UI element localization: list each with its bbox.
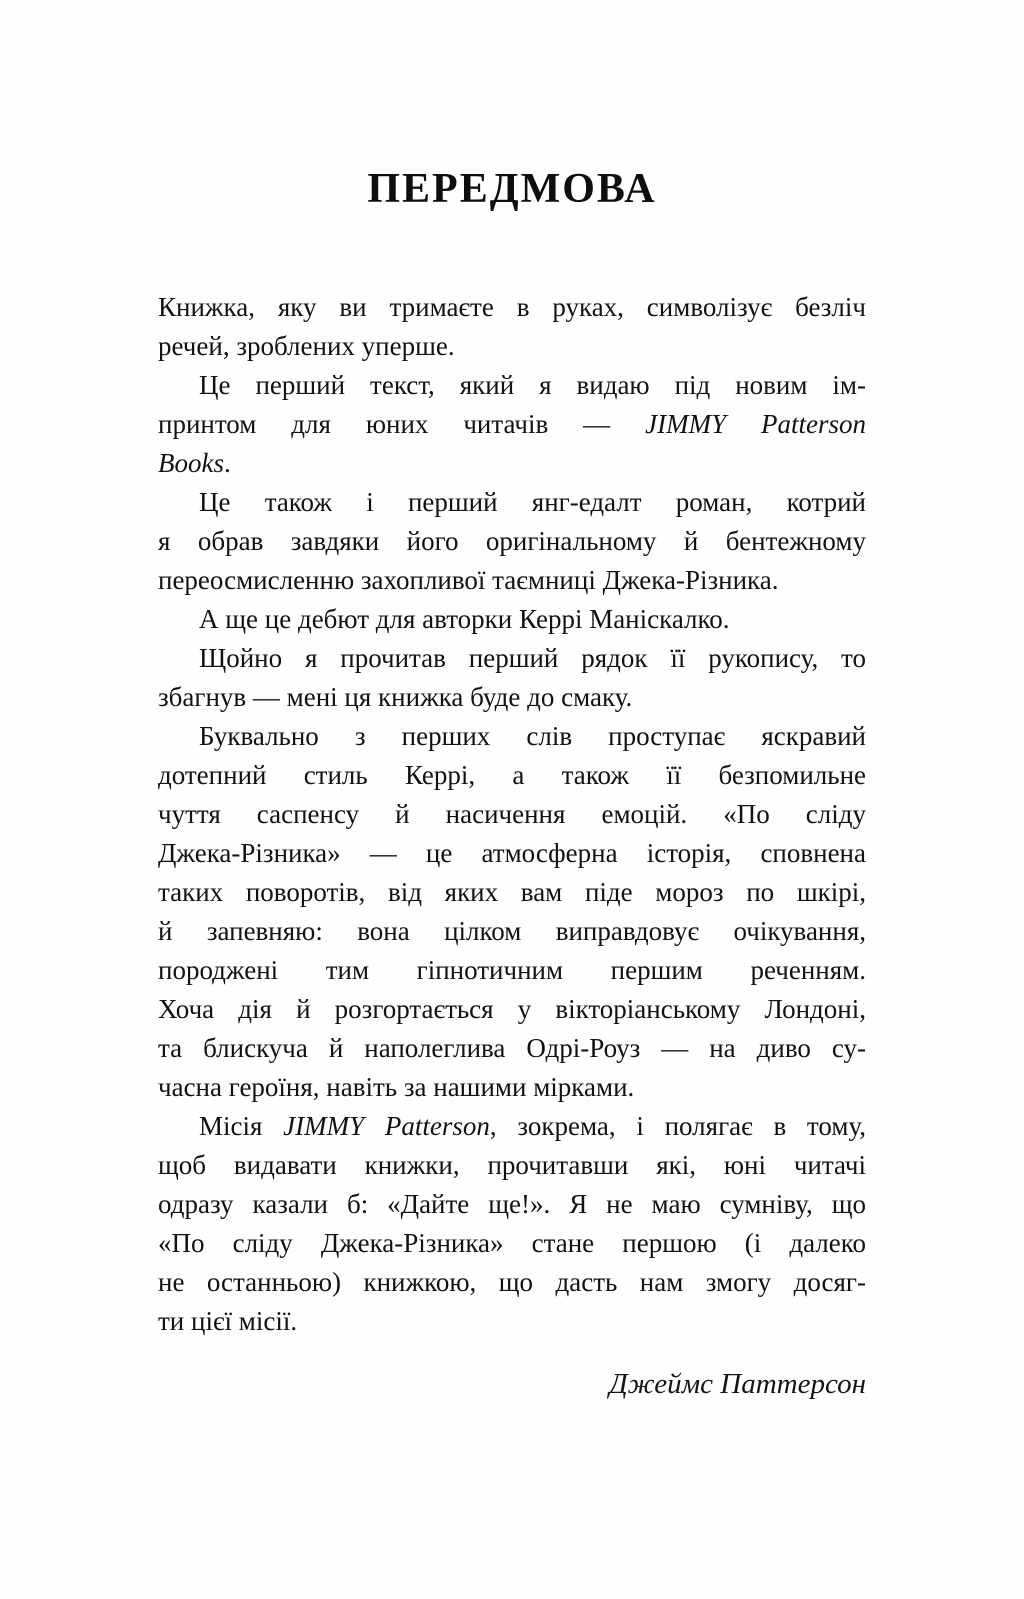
text-line <box>158 756 866 795</box>
text-segment: переосмисленню захопливої таємниці Джека-Різника. <box>158 565 779 595</box>
text-segment: Джека-Різника» — це атмосферна історія, сповнена <box>158 838 866 868</box>
text-line <box>158 483 866 522</box>
text-line <box>158 522 866 561</box>
text-segment: ти цієї місії. <box>158 1306 298 1336</box>
text-segment: Буквально з перших слів проступає яскравий <box>199 721 866 751</box>
text-segment: збагнув — мені ця книжка буде до смаку. <box>158 682 633 712</box>
text-segment: породжені тим гіпнотичним першим реченням. <box>158 955 866 985</box>
text-line <box>158 1263 866 1302</box>
text-line <box>158 1146 866 1185</box>
text-line <box>158 1185 866 1224</box>
paragraph <box>158 717 866 1107</box>
text-line <box>158 600 866 639</box>
text-line <box>158 366 866 405</box>
text-segment: Це також і перший янг-едалт роман, котрий <box>199 487 866 517</box>
text-line <box>158 1029 866 1068</box>
text-line <box>158 1107 866 1146</box>
text-segment: й запевняю: вона цілком виправдовує очікування, <box>158 916 866 946</box>
text-line <box>158 717 866 756</box>
paragraph <box>158 366 866 483</box>
text-segment: чуття саспенсу й насичення емоцій. «По сліду <box>158 799 866 829</box>
text-line <box>158 834 866 873</box>
text-line <box>158 1302 866 1341</box>
text-line <box>158 795 866 834</box>
preface-body-text <box>158 288 866 1341</box>
text-segment: «По сліду Джека-Різника» стане першою (і далеко <box>158 1228 866 1258</box>
text-segment: дотепний стиль Керрі, а також її безпомильне <box>158 760 866 790</box>
imprint-name-italic: JIMMY Patterson <box>283 1111 490 1141</box>
text-segment: Книжка, яку ви тримаєте в руках, символізує безліч <box>158 292 866 322</box>
author-signature: Джеймс Паттерсон <box>609 1368 866 1400</box>
text-line <box>158 951 866 990</box>
text-line <box>158 327 866 366</box>
text-segment: речей, зроблених уперше. <box>158 331 455 361</box>
text-segment: я обрав завдяки його оригінальному й бентежному <box>158 526 866 556</box>
text-segment: , зокрема, і полягає в тому, <box>489 1111 866 1141</box>
text-line <box>158 1068 866 1107</box>
text-line <box>158 873 866 912</box>
text-segment: Це перший текст, який я видаю під новим ім- <box>199 370 866 400</box>
text-segment: одразу казали б: «Дайте ще!». Я не маю сумніву, що <box>158 1189 866 1219</box>
text-line <box>158 1224 866 1263</box>
paragraph <box>158 1107 866 1341</box>
text-segment: Хоча дія й розгортається у вікторіанському Лондоні, <box>158 994 866 1024</box>
imprint-name-italic: Books <box>158 448 224 478</box>
text-segment: Місія <box>199 1111 284 1141</box>
paragraph <box>158 639 866 717</box>
imprint-name-italic: JIMMY Patterson <box>645 409 866 439</box>
text-line <box>158 405 866 444</box>
text-segment: часна героїня, навіть за нашими мірками. <box>158 1072 635 1102</box>
paragraph <box>158 600 866 639</box>
paragraph <box>158 288 866 366</box>
text-line <box>158 639 866 678</box>
text-line <box>158 990 866 1029</box>
text-segment: щоб видавати книжки, прочитавши які, юні читачі <box>158 1150 866 1180</box>
paragraph <box>158 483 866 600</box>
text-line <box>158 561 866 600</box>
text-segment: Щойно я прочитав перший рядок її рукопису, то <box>199 643 866 673</box>
text-segment: А ще це дебют для авторки Керрі Маніскалко. <box>199 604 730 634</box>
text-line <box>158 288 866 327</box>
chapter-title: ПЕРЕДМОВА <box>367 166 657 212</box>
text-segment: принтом для юних читачів — <box>158 409 646 439</box>
text-segment: таких поворотів, від яких вам піде мороз по шкірі, <box>158 877 866 907</box>
text-line <box>158 912 866 951</box>
text-line <box>158 444 866 483</box>
text-segment: та блискуча й наполеглива Одрі-Роуз — на диво су- <box>158 1033 866 1063</box>
text-line <box>158 678 866 717</box>
text-segment: не останньою) книжкою, що дасть нам змогу досяг- <box>158 1267 866 1297</box>
text-segment: . <box>223 448 231 478</box>
